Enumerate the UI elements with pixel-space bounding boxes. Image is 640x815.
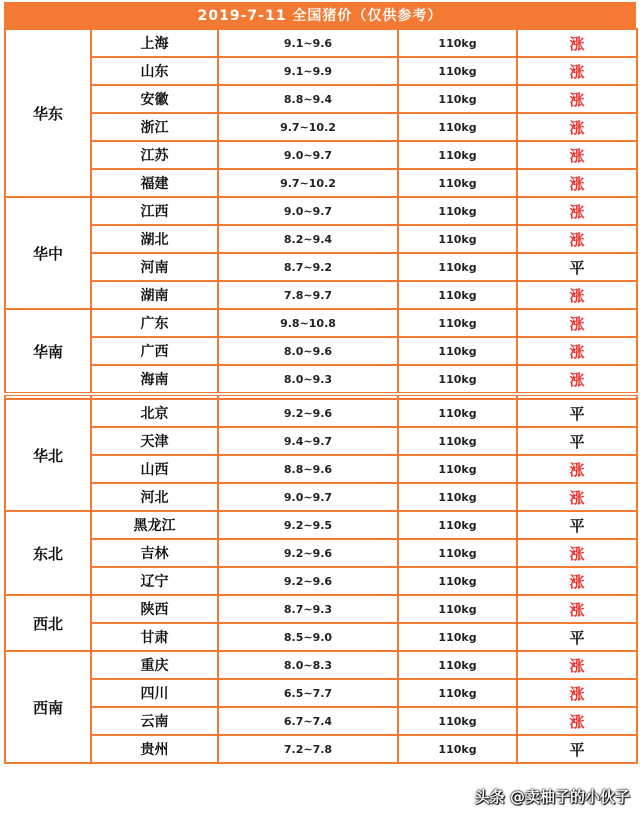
table-row xyxy=(5,651,637,679)
region-cell: 东北 xyxy=(5,511,91,595)
weight-cell: 110kg xyxy=(398,707,517,735)
trend-cell: 平 xyxy=(517,623,637,651)
region-cell: 西北 xyxy=(5,595,91,651)
weight-cell: 110kg xyxy=(398,141,517,169)
weight-cell: 110kg xyxy=(398,483,517,511)
trend-cell: 涨 xyxy=(517,281,637,309)
weight-cell: 110kg xyxy=(398,511,517,539)
price-cell: 8.0~9.6 xyxy=(218,337,398,365)
table-row xyxy=(5,309,637,337)
trend-cell: 涨 xyxy=(517,595,637,623)
weight-cell: 110kg xyxy=(398,113,517,141)
province-cell: 吉林 xyxy=(91,539,218,567)
table-row xyxy=(5,399,637,427)
trend-cell: 涨 xyxy=(517,57,637,85)
price-cell: 6.5~7.7 xyxy=(218,679,398,707)
table-row xyxy=(5,707,637,735)
province-cell: 辽宁 xyxy=(91,567,218,595)
province-cell: 天津 xyxy=(91,427,218,455)
table-row xyxy=(5,483,637,511)
price-cell: 9.8~10.8 xyxy=(218,309,398,337)
table-row xyxy=(5,29,637,57)
province-cell: 江苏 xyxy=(91,141,218,169)
price-cell: 8.5~9.0 xyxy=(218,623,398,651)
trend-cell: 涨 xyxy=(517,567,637,595)
weight-cell: 110kg xyxy=(398,281,517,309)
province-cell: 河南 xyxy=(91,253,218,281)
trend-cell: 涨 xyxy=(517,707,637,735)
weight-cell: 110kg xyxy=(398,225,517,253)
province-cell: 重庆 xyxy=(91,651,218,679)
trend-cell: 涨 xyxy=(517,85,637,113)
trend-cell: 平 xyxy=(517,427,637,455)
trend-cell: 涨 xyxy=(517,679,637,707)
trend-cell: 涨 xyxy=(517,113,637,141)
weight-cell: 110kg xyxy=(398,623,517,651)
weight-cell: 110kg xyxy=(398,567,517,595)
price-cell: 8.8~9.6 xyxy=(218,455,398,483)
province-cell: 福建 xyxy=(91,169,218,197)
weight-cell: 110kg xyxy=(398,399,517,427)
watermark: 头条 @卖柚子的小伙子 xyxy=(474,788,630,806)
weight-cell: 110kg xyxy=(398,651,517,679)
table-row xyxy=(5,113,637,141)
province-cell: 陕西 xyxy=(91,595,218,623)
price-cell: 8.8~9.4 xyxy=(218,85,398,113)
table-row xyxy=(5,197,637,225)
table-row xyxy=(5,85,637,113)
region-cell: 华中 xyxy=(5,197,91,309)
trend-cell: 平 xyxy=(517,511,637,539)
table-row xyxy=(5,365,637,394)
table-row xyxy=(5,337,637,365)
price-cell: 9.2~9.6 xyxy=(218,539,398,567)
price-cell: 8.7~9.3 xyxy=(218,595,398,623)
price-cell: 9.2~9.6 xyxy=(218,399,398,427)
price-cell: 8.0~8.3 xyxy=(218,651,398,679)
province-cell: 湖北 xyxy=(91,225,218,253)
price-cell: 8.7~9.2 xyxy=(218,253,398,281)
province-cell: 河北 xyxy=(91,483,218,511)
price-cell: 9.1~9.6 xyxy=(218,29,398,57)
weight-cell: 110kg xyxy=(398,197,517,225)
table-row xyxy=(5,679,637,707)
table-row xyxy=(5,623,637,651)
table-row xyxy=(5,567,637,595)
table-row xyxy=(5,595,637,623)
price-cell: 9.0~9.7 xyxy=(218,141,398,169)
table-row xyxy=(5,455,637,483)
table-row xyxy=(5,225,637,253)
price-cell: 6.7~7.4 xyxy=(218,707,398,735)
province-cell: 江西 xyxy=(91,197,218,225)
weight-cell: 110kg xyxy=(398,595,517,623)
table-row xyxy=(5,57,637,85)
province-cell: 北京 xyxy=(91,399,218,427)
price-cell: 9.2~9.6 xyxy=(218,567,398,595)
trend-cell: 涨 xyxy=(517,225,637,253)
price-cell: 9.1~9.9 xyxy=(218,57,398,85)
province-cell: 四川 xyxy=(91,679,218,707)
price-cell: 8.2~9.4 xyxy=(218,225,398,253)
trend-cell: 涨 xyxy=(517,169,637,197)
province-cell: 云南 xyxy=(91,707,218,735)
weight-cell: 110kg xyxy=(398,427,517,455)
price-cell: 9.7~10.2 xyxy=(218,113,398,141)
price-table-body xyxy=(5,29,637,763)
table-row xyxy=(5,141,637,169)
province-cell: 甘肃 xyxy=(91,623,218,651)
province-cell: 浙江 xyxy=(91,113,218,141)
price-cell: 7.8~9.7 xyxy=(218,281,398,309)
region-cell: 华东 xyxy=(5,29,91,197)
weight-cell: 110kg xyxy=(398,169,517,197)
weight-cell: 110kg xyxy=(398,253,517,281)
price-cell: 8.0~9.3 xyxy=(218,365,398,394)
weight-cell: 110kg xyxy=(398,85,517,113)
weight-cell: 110kg xyxy=(398,57,517,85)
price-cell: 9.4~9.7 xyxy=(218,427,398,455)
table-row xyxy=(5,427,637,455)
province-cell: 广西 xyxy=(91,337,218,365)
province-cell: 山西 xyxy=(91,455,218,483)
table-row xyxy=(5,169,637,197)
table-row xyxy=(5,281,637,309)
trend-cell: 平 xyxy=(517,735,637,763)
province-cell: 山东 xyxy=(91,57,218,85)
table-row xyxy=(5,735,637,763)
table-row xyxy=(5,511,637,539)
weight-cell: 110kg xyxy=(398,365,517,394)
province-cell: 湖南 xyxy=(91,281,218,309)
weight-cell: 110kg xyxy=(398,337,517,365)
table-row xyxy=(5,539,637,567)
region-cell: 华南 xyxy=(5,309,91,394)
weight-cell: 110kg xyxy=(398,309,517,337)
province-cell: 安徽 xyxy=(91,85,218,113)
trend-cell: 涨 xyxy=(517,483,637,511)
province-cell: 贵州 xyxy=(91,735,218,763)
weight-cell: 110kg xyxy=(398,455,517,483)
weight-cell: 110kg xyxy=(398,29,517,57)
trend-cell: 涨 xyxy=(517,29,637,57)
price-cell: 9.0~9.7 xyxy=(218,483,398,511)
weight-cell: 110kg xyxy=(398,735,517,763)
province-cell: 广东 xyxy=(91,309,218,337)
trend-cell: 涨 xyxy=(517,337,637,365)
table-title: 2019-7-11 全国猪价（仅供参考） xyxy=(4,2,636,28)
region-cell: 西南 xyxy=(5,651,91,763)
trend-cell: 平 xyxy=(517,399,637,427)
price-cell: 9.2~9.5 xyxy=(218,511,398,539)
table-row xyxy=(5,253,637,281)
weight-cell: 110kg xyxy=(398,679,517,707)
price-cell: 7.2~7.8 xyxy=(218,735,398,763)
trend-cell: 涨 xyxy=(517,539,637,567)
price-table xyxy=(4,28,638,764)
price-cell: 9.7~10.2 xyxy=(218,169,398,197)
trend-cell: 涨 xyxy=(517,309,637,337)
weight-cell: 110kg xyxy=(398,539,517,567)
trend-cell: 平 xyxy=(517,253,637,281)
trend-cell: 涨 xyxy=(517,651,637,679)
province-cell: 海南 xyxy=(91,365,218,394)
trend-cell: 涨 xyxy=(517,455,637,483)
trend-cell: 涨 xyxy=(517,141,637,169)
trend-cell: 涨 xyxy=(517,365,637,394)
province-cell: 黑龙江 xyxy=(91,511,218,539)
province-cell: 上海 xyxy=(91,29,218,57)
region-cell: 华北 xyxy=(5,399,91,511)
price-cell: 9.0~9.7 xyxy=(218,197,398,225)
trend-cell: 涨 xyxy=(517,197,637,225)
